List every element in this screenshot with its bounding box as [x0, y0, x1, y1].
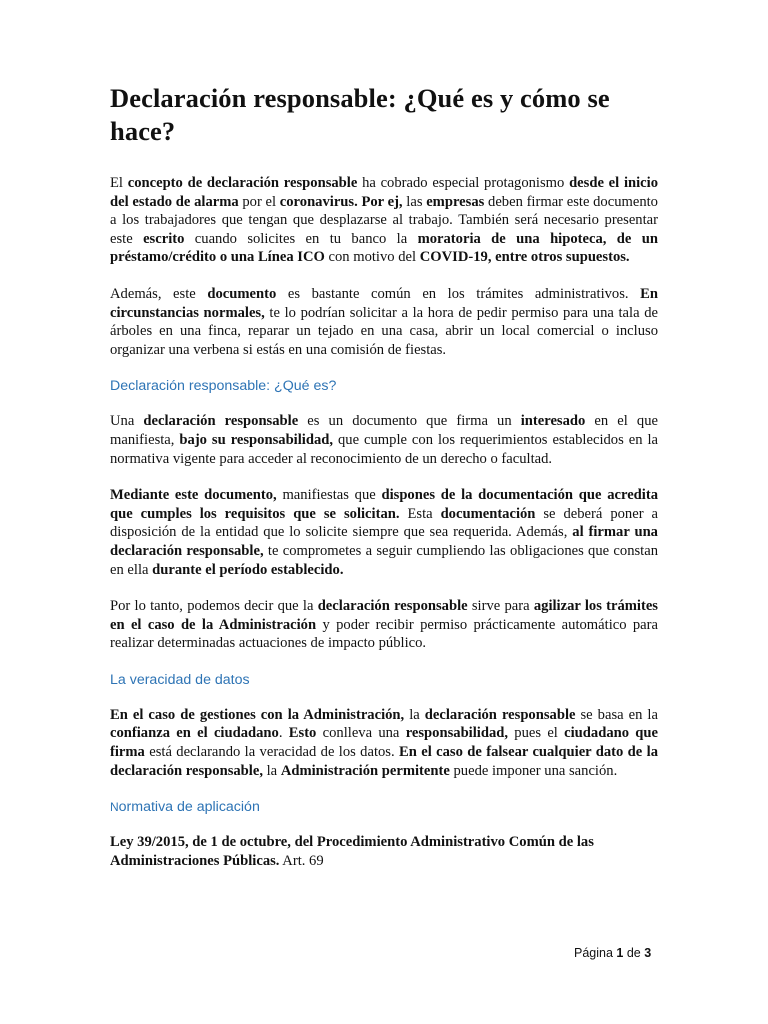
text-run: manifiestas que [276, 487, 382, 504]
bold-text-run: concepto de declaración responsable [127, 175, 358, 191]
text-run: Por lo tanto, podemos decir que la [110, 598, 318, 615]
text-run: pues el [508, 725, 565, 742]
text-run: por el [238, 193, 280, 210]
text-run: en el que manifiesta, [110, 413, 658, 448]
bold-text-run: Mediante este documento, [110, 487, 277, 504]
bold-text-run: coronavirus. Por ej, [279, 193, 403, 210]
text-run: te comprometes a seguir cumpliendo las obligaciones que constan en ella [110, 542, 658, 578]
text-run: conlleva una [316, 725, 406, 742]
intro-paragraph-1 [110, 174, 658, 267]
section-heading-normativa [110, 798, 658, 816]
intro-paragraph-2 [110, 285, 658, 359]
bold-text-run: declaración responsable [143, 413, 299, 430]
text-run: Art. 69 [279, 852, 324, 869]
heading-initial: N [110, 800, 119, 815]
text-run: te lo podrían solicitar a la hora de pedir permiso para una tala de árboles en una finca, reparar un tejado en una casa, abrir un local comercial o incluso organizar una verbena si estás en una comisión de fiestas. [110, 304, 658, 358]
bold-text-run: interesado [520, 413, 586, 430]
bold-text-run: agilizar los trámites en el caso de la Administración [110, 598, 658, 633]
bold-text-run: bajo su responsabilidad, [179, 431, 334, 448]
bold-text-run: En circunstancias normales, [110, 285, 658, 321]
bold-text-run: empresas [426, 193, 485, 210]
bold-text-run: al firmar una declaración responsable, [110, 524, 658, 559]
text-run: Además, este [110, 285, 208, 302]
text-run: El [110, 175, 128, 191]
bold-text-run: declaración responsable [317, 598, 468, 615]
page-label: Página [574, 946, 613, 960]
heading-rest: ormativa de aplicación [118, 799, 260, 816]
section-heading-que-es: Declaración responsable: ¿Qué es? [110, 378, 337, 395]
text-run: con motivo del [324, 249, 420, 266]
text-run: es bastante común en los trámites administrativos. [276, 285, 641, 302]
text-run: . [278, 725, 289, 742]
bold-text-run: En el caso de falsear cualquier dato de la declaración responsable, [110, 744, 658, 779]
bold-text-run: documentación [440, 505, 536, 522]
text-run: Esta [399, 505, 441, 522]
section1-paragraph-1 [110, 412, 658, 468]
section1-paragraph-2 [110, 486, 658, 579]
page-current: 1 [616, 946, 624, 960]
text-run: sirve para [467, 598, 534, 615]
bold-text-run: Administración permitente [280, 762, 450, 779]
bold-text-run: moratoria de una hipoteca, de un préstamo/crédito o una Línea ICO [110, 230, 659, 266]
document-title: Declaración responsable: ¿Qué es y cómo se hace? [110, 83, 610, 146]
bold-text-run: COVID-19, entre otros supuestos. [419, 249, 630, 266]
text-run: Una [110, 413, 144, 430]
document-page [110, 82, 658, 888]
text-run: la [262, 762, 281, 779]
text-run: las [402, 193, 427, 210]
bold-text-run: durante el período establecido. [152, 561, 344, 578]
section3-paragraph-1 [110, 833, 658, 870]
text-run: deben firmar este documento a los trabajadores que tengan que desplazarse al trabajo. También será necesario presentar este [110, 193, 658, 247]
text-run: que cumple con los requerimientos establecidos en la normativa vigente para acceder al reconocimiento de un derecho o facultad. [110, 431, 658, 467]
bold-text-run: dispones de la documentación que acredita que cumples los requisitos que se solicitan. [110, 487, 659, 522]
text-run: es un documento que firma un [298, 413, 521, 430]
page-total: 3 [644, 946, 652, 960]
bold-text-run: confianza en el ciudadano [110, 725, 279, 742]
bold-text-run: escrito [143, 230, 185, 247]
bold-text-run: declaración responsable [424, 706, 576, 723]
bold-text-run: En el caso de gestiones con la Administración, [110, 706, 405, 723]
text-run: y poder recibir permiso prácticamente automático para realizar determinadas actuaciones de impacto público. [110, 616, 658, 652]
text-run: cuando solicites en tu banco la [184, 230, 418, 247]
page-number-footer [574, 946, 651, 960]
bold-text-run: Ley 39/2015, de 1 de octubre, del Procedimiento Administrativo Común de las Administraciones Públicas. [110, 834, 594, 869]
text-run: ha cobrado especial protagonismo [357, 175, 570, 191]
text-run: se deberá poner a disposición de la entidad que lo solicite siempre que sea requerida. Además, [110, 505, 658, 541]
bold-text-run: Esto [288, 725, 317, 742]
text-run: está declarando la veracidad de los datos. [144, 744, 400, 761]
bold-text-run: responsabilidad, [405, 725, 509, 742]
section1-paragraph-3 [110, 597, 658, 653]
text-run: se basa en la [575, 706, 658, 723]
page-of-label: de [626, 946, 641, 960]
text-run: la [404, 706, 425, 723]
bold-text-run: documento [207, 285, 277, 302]
text-run: puede imponer una sanción. [449, 762, 618, 779]
bold-text-run: ciudadano que firma [110, 725, 659, 761]
section2-paragraph-1 [110, 706, 658, 780]
bold-text-run: desde el inicio del estado de alarma [110, 175, 658, 210]
section-heading-veracidad: La veracidad de datos [110, 671, 250, 688]
